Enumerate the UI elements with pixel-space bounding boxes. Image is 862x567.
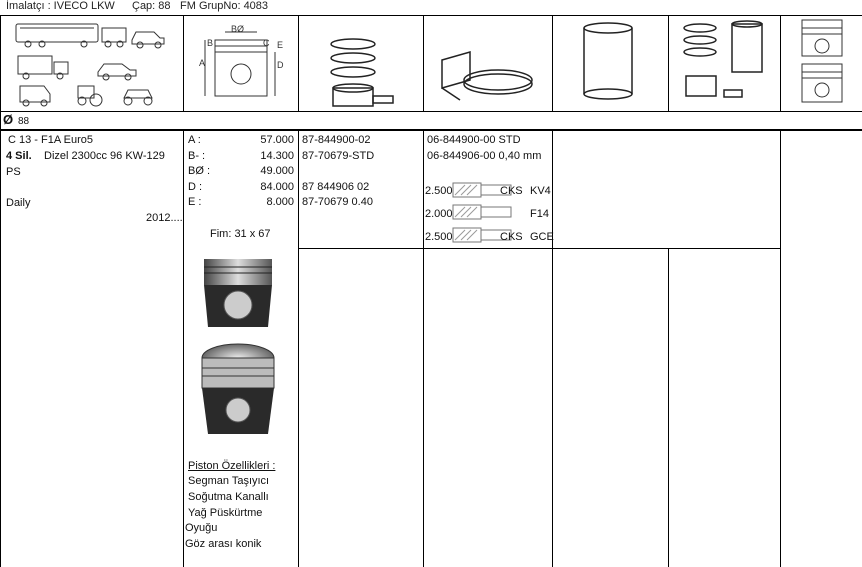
grid-line [183, 130, 184, 567]
dim-value: 84.000 [260, 181, 294, 193]
ring-type: CKS [500, 231, 523, 243]
grid-line [183, 15, 184, 112]
grid-line [298, 248, 781, 249]
piston-code: 87 844906 02 [302, 181, 370, 193]
feature-item: Yağ Püskürtme [188, 507, 263, 519]
ring-size: 2.500 [425, 231, 453, 243]
svg-text:B: B [207, 38, 214, 48]
dim-value: 49.000 [260, 165, 294, 177]
cylinder-count: 4 Sil. [6, 150, 32, 162]
ring-size: 2.500 [425, 185, 453, 197]
grid-line [298, 130, 299, 567]
svg-text:A: A [199, 58, 206, 68]
piston-code: 87-70679-STD [302, 150, 375, 162]
piston-code: 87-844900-02 [302, 134, 371, 146]
grid-line [780, 130, 781, 567]
diameter-symbol: Ø [3, 112, 14, 127]
ring-code: GCE [530, 231, 554, 243]
ring-compressor-icon [440, 50, 540, 105]
dim-value: 14.300 [260, 150, 294, 162]
feature-item: Soğutma Kanallı [188, 491, 269, 503]
dim-label: A : [188, 134, 201, 146]
grid-line [423, 130, 424, 567]
ring-profile-icon [453, 203, 513, 221]
grid-line [0, 15, 862, 16]
svg-text:E: E [277, 40, 284, 50]
group-label: FM GrupNo: 4083 [180, 0, 269, 12]
ring-code: F14 [530, 208, 549, 220]
manufacturer-label: İmalatçı : IVECO LKW [6, 0, 115, 12]
grid-line [668, 248, 669, 567]
grid-line [668, 15, 669, 112]
piston-kit-icon [680, 20, 775, 108]
grid-line [0, 111, 862, 112]
dim-value: 8.000 [266, 196, 294, 208]
grid-line [780, 15, 781, 112]
grid-line [552, 15, 553, 112]
svg-text:C: C [263, 38, 270, 48]
svg-text:D: D [277, 60, 284, 70]
grid-line [423, 15, 424, 112]
piston-pair-icon [798, 18, 856, 108]
cylinder-liner-icon [578, 22, 638, 107]
dim-label: B- : [188, 150, 206, 162]
piston-dimension-diagram-icon [195, 22, 290, 107]
dim-label: D : [188, 181, 203, 193]
piston-top-photo [196, 340, 280, 440]
fuel-info: Dizel 2300cc 96 KW-129 [44, 150, 165, 162]
grid-line [552, 130, 553, 567]
engine-model: C 13 - F1A Euro5 [8, 134, 93, 146]
feature-item: Segman Taşıyıcı [188, 475, 270, 487]
piston-side-photo [196, 255, 280, 335]
diameter-value: 88 [18, 116, 30, 127]
grid-line [0, 129, 862, 131]
ring-code: 06-844906-00 0,40 mm [427, 150, 542, 162]
year-range: 2012.... [146, 212, 183, 224]
feature-item: Oyuğu [185, 522, 218, 534]
dim-value: 57.000 [260, 134, 294, 146]
ring-code: 06-844900-00 STD [427, 134, 521, 146]
fim-label: Fim: 31 x 67 [210, 228, 271, 240]
ring-type: CKS [500, 185, 523, 197]
piston-with-rings-icon [325, 38, 405, 110]
svg-text:BØ: BØ [231, 24, 245, 34]
ring-size: 2.000 [425, 208, 453, 220]
grid-line [298, 15, 299, 112]
piston-code: 87-70679 0.40 [302, 196, 373, 208]
dim-label: E : [188, 196, 202, 208]
dim-label: BØ : [188, 165, 211, 177]
features-title: Piston Özellikleri : [188, 460, 276, 472]
feature-item: Göz arası konik [185, 538, 262, 550]
ps-label: PS [6, 166, 21, 178]
grid-line [0, 15, 1, 567]
ring-code: KV4 [530, 185, 551, 197]
vehicle-name: Daily [6, 197, 31, 209]
vehicle-types-icon [14, 18, 174, 108]
diameter-label: Çap: 88 [132, 0, 171, 12]
